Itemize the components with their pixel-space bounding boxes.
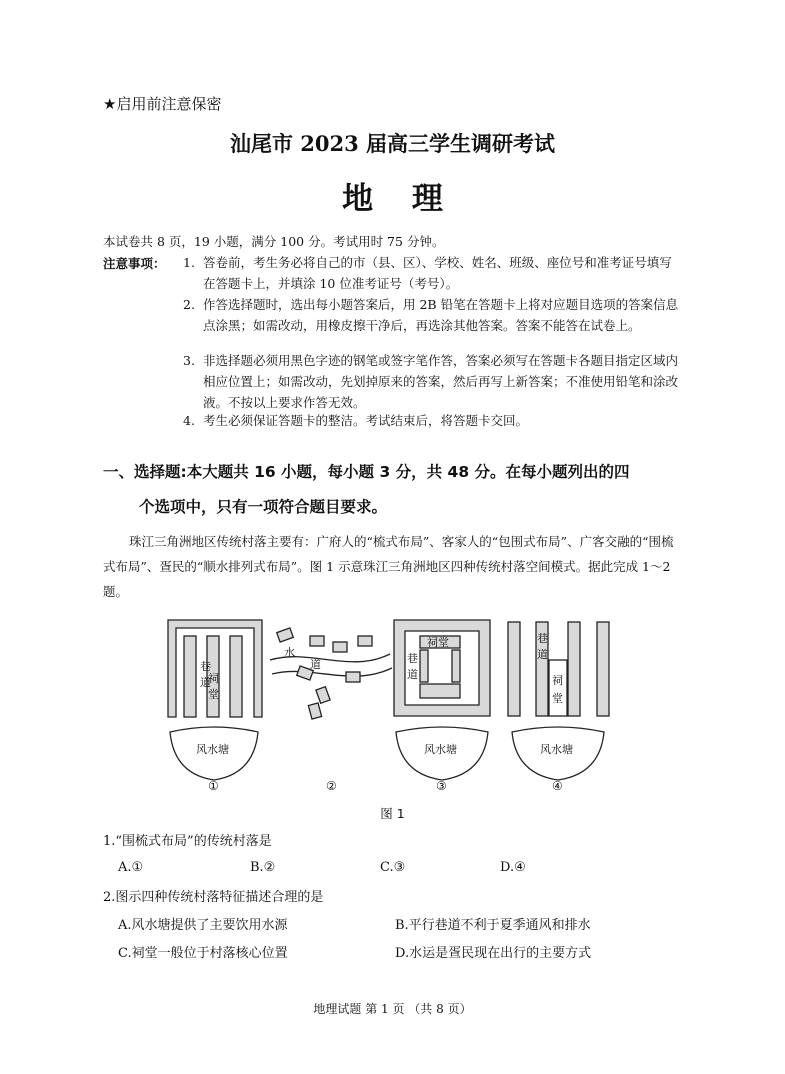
panel-1-lane-label-1: 巷 [200,660,211,673]
question-1-option-d: D.④ [500,860,526,875]
panel-1-temple-label-2: 堂 [208,688,219,701]
note-text: 答卷前，考生务必将自己的市（县、区）、学校、姓名、班级、座位号和准考证号填写在答题卡上，并填涂 10 位准考证号（考号）。 [203,255,672,291]
figure-caption: 图 1 [380,806,405,821]
section-heading [103,455,683,525]
village-layout-figure [160,612,630,802]
note-3 [183,350,683,413]
note-number: 4. [183,413,195,428]
subject-title: 地 理 [342,181,457,217]
question-2-option-a: A.风水塘提供了主要饮用水源 [118,918,288,933]
question-1-stem: 1.“围梳式布局”的传统村落是 [103,834,272,849]
question-2-stem: 2.图示四种传统村落特征描述合理的是 [103,890,324,905]
confidential-notice: ★启用前注意保密 [103,95,222,113]
note-text: 作答选择题时，选出每小题答案后，用 2B 铅笔在答题卡上将对应题目选项的答案信息点涂黑；如需改动，用橡皮擦干净后，再选涂其他答案。答案不能答在试卷上。 [203,297,679,333]
panel-3-lane-label-2: 道 [407,668,418,681]
note-text: 非选择题必须用黑色字迹的钢笔或签字笔作答，答案必须写在答题卡各题目指定区域内相应位置上；如需改动，先划掉原来的答案，然后再写上新答案；不准使用铅笔和涂改液。不按以上要求作答无效。 [203,353,679,410]
note-number: 2. [183,297,195,312]
panel-1-pond-label: 风水塘 [196,743,229,756]
question-2-option-b: B.平行巷道不利于夏季通风和排水 [395,918,591,933]
panel-number-1: ① [208,779,219,793]
panel-2-water-label-2: 道 [310,658,321,671]
question-2-option-d: D.水运是疍民现在出行的主要方式 [395,946,592,961]
question-1-option-a: A.① [118,860,144,875]
panel-4-pond-label: 风水塘 [540,743,573,756]
question-2-option-c: C.祠堂一般位于村落核心位置 [118,946,288,961]
exam-intro: 本试卷共 8 页，19 小题，满分 100 分。考试用时 75 分钟。 [103,234,445,249]
note-number: 3. [183,353,195,368]
panel-1-temple-label-1: 祠 [208,672,219,685]
notes-label: 注意事项： [103,256,166,271]
panel-3-temple-label: 祠堂 [427,636,449,649]
note-4 [183,410,683,431]
panel-4-lane-label-2: 道 [537,648,548,661]
panel-4-lane-label-1: 巷 [537,632,548,645]
panel-2-water-label-1: 水 [284,646,295,659]
passage: 珠江三角洲地区传统村落主要有：广府人的“梳式布局”、客家人的“包围式布局”、广客交融的“围梳式布局”、疍民的“顺水排列式布局”。图 1 示意珠江三角洲地区四种传统村落空间模式。据此完成 1～2 题。 [103,534,674,599]
panel-1-lane-label-2: 道 [200,676,211,689]
section-heading-line-2: 个选项中，只有一项符合题目要求。 [139,498,388,516]
panel-number-2: ② [326,779,337,793]
panel-2-along-water-layout [270,628,392,719]
panel-number-3: ③ [436,779,447,793]
question-1-option-b: B.② [250,860,276,875]
panel-number-4: ④ [552,779,563,793]
note-number: 1. [183,255,195,270]
note-text: 考生必须保证答题卡的整洁。考试结束后，将答题卡交回。 [203,413,529,428]
note-1 [183,252,683,294]
page-footer: 地理试题 第 1 页 （共 8 页） [313,1002,472,1016]
question-1-option-c: C.③ [380,860,406,875]
panel-4-temple-label-2: 堂 [552,692,563,705]
panel-4-temple-label-1: 祠 [552,674,563,687]
panel-3-lane-label-1: 巷 [407,652,418,665]
exam-title: 汕尾市 2023 届高三学生调研考试 [229,131,556,156]
panel-3-pond-label: 风水塘 [424,743,457,756]
section-heading-line-1: 一、选择题:本大题共 16 小题，每小题 3 分，共 48 分。在每小题列出的四 [103,463,630,481]
note-2 [183,294,683,336]
